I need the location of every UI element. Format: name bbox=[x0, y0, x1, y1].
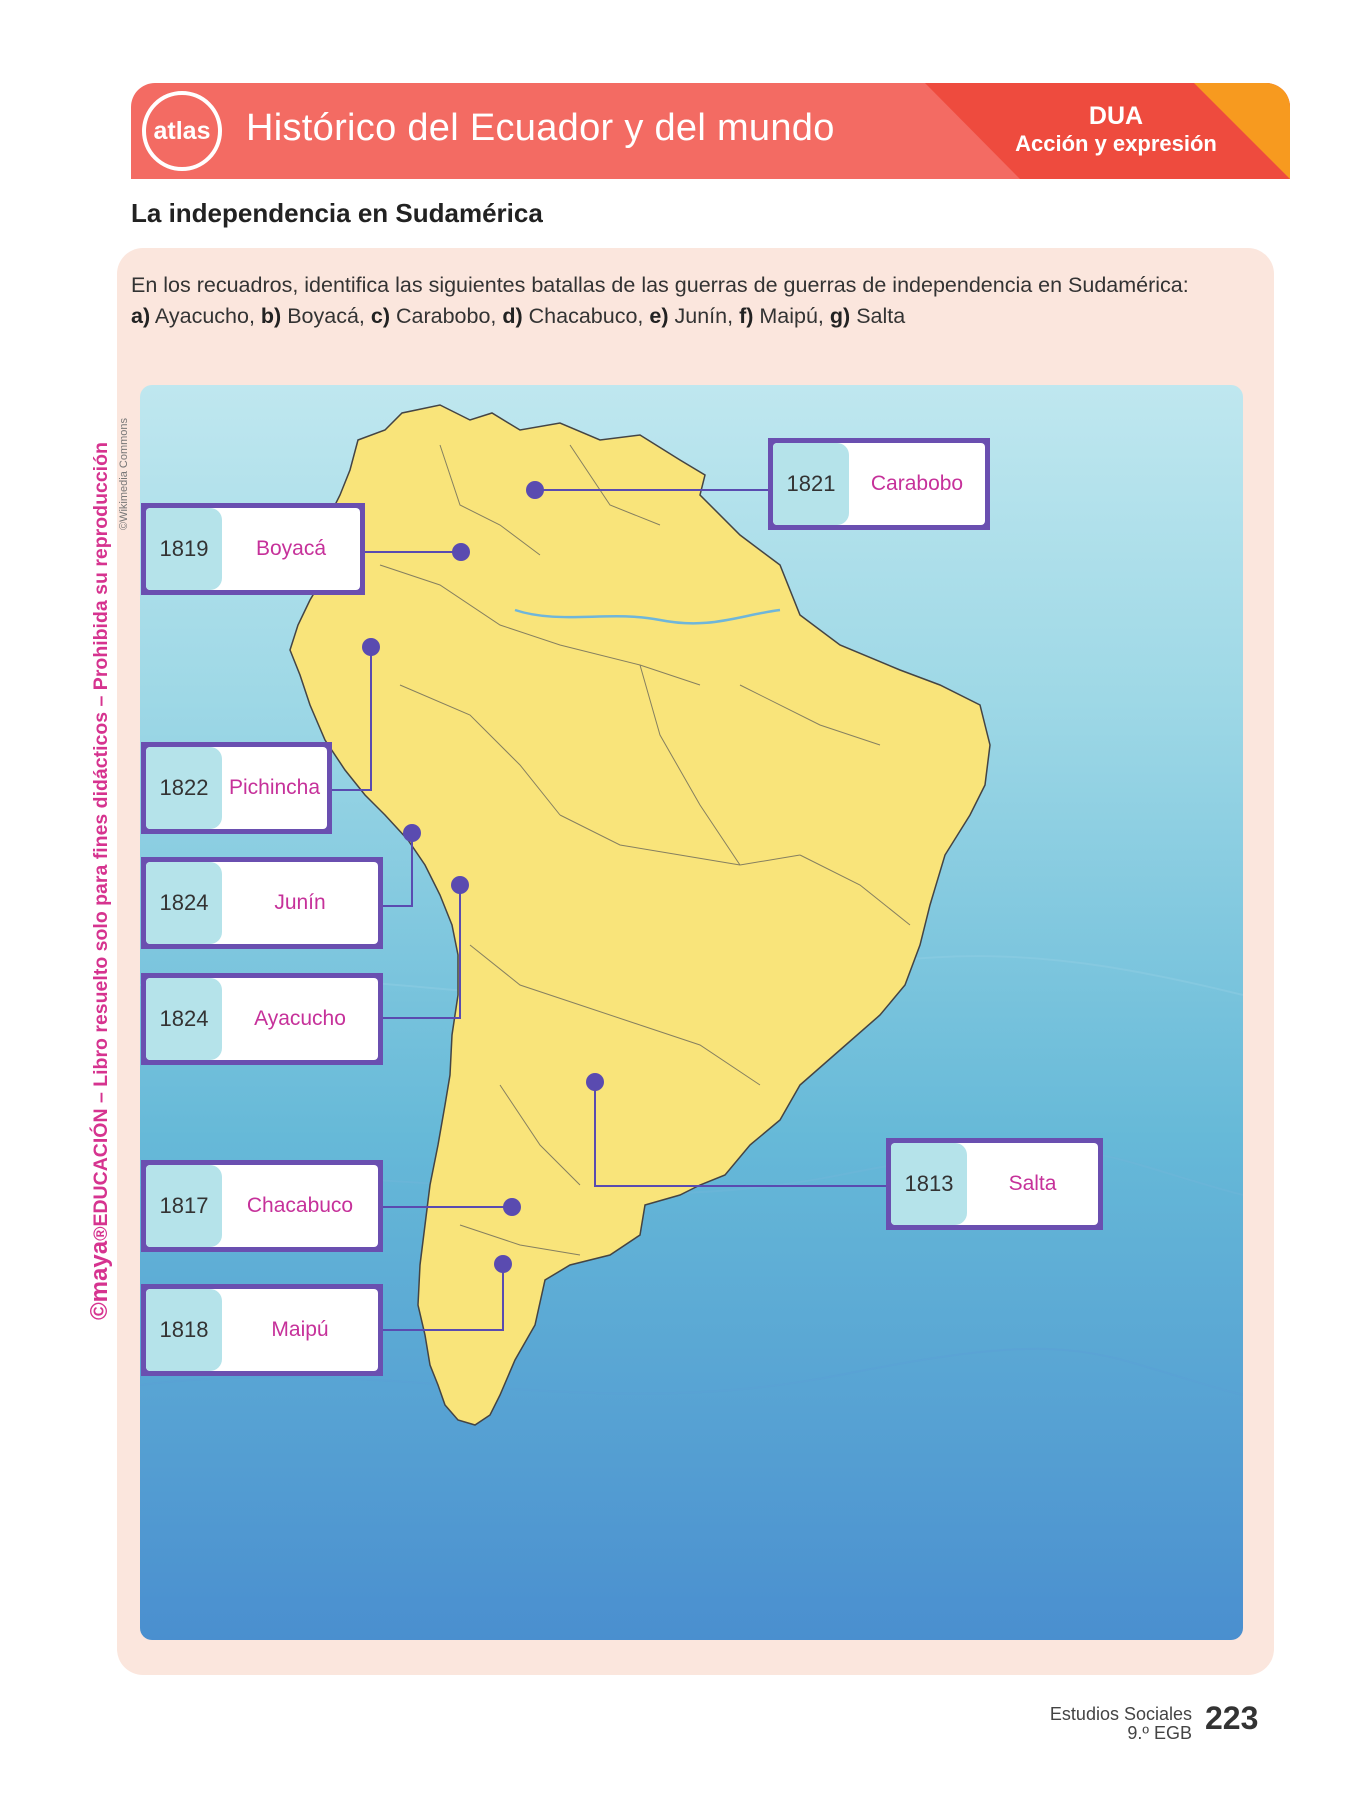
option-letter: f) bbox=[739, 304, 754, 328]
battle-box-carabobo[interactable] bbox=[768, 438, 990, 530]
battle-year: 1819 bbox=[146, 508, 222, 590]
battle-box-inner bbox=[773, 443, 985, 525]
battle-name: Carabobo bbox=[870, 472, 964, 495]
subject-name: Estudios Sociales bbox=[1049, 1704, 1192, 1724]
battle-box-inner bbox=[891, 1143, 1098, 1225]
option-name: Boyacá, bbox=[287, 304, 365, 328]
battle-box-junin[interactable] bbox=[141, 857, 383, 949]
battle-year: 1818 bbox=[146, 1289, 222, 1371]
option-letter: c) bbox=[370, 304, 390, 328]
instructions-text: En los recuadros, identifica las siguientes batallas de las guerras de guerras de independencia en Sudamérica: bbox=[131, 273, 1189, 297]
dua-subtitle: Acción y expresión bbox=[1015, 131, 1217, 156]
dua-title: DUA bbox=[1088, 102, 1144, 130]
option-name: Junín, bbox=[674, 304, 734, 328]
battle-year: 1824 bbox=[146, 862, 222, 944]
marker-pichincha bbox=[362, 638, 380, 656]
option-letter: b) bbox=[260, 304, 282, 328]
battle-box-inner bbox=[146, 1165, 378, 1247]
copyright-side-text bbox=[86, 442, 114, 1320]
battle-box-ayacucho[interactable] bbox=[141, 973, 383, 1065]
battle-name: Junín bbox=[274, 891, 326, 914]
battle-name: Pichincha bbox=[228, 776, 321, 799]
battle-box-salta[interactable] bbox=[886, 1138, 1103, 1230]
battle-box-chacabuco[interactable] bbox=[141, 1160, 383, 1252]
logo-text: atlas bbox=[153, 116, 211, 145]
option-letter: g) bbox=[829, 304, 851, 328]
marker-boyaca bbox=[452, 543, 470, 561]
battle-box-inner bbox=[146, 747, 327, 829]
battle-box-pichincha[interactable] bbox=[141, 742, 332, 834]
option-name: Ayacucho, bbox=[154, 304, 255, 328]
battle-year: 1813 bbox=[891, 1143, 967, 1225]
page-number: 223 bbox=[1205, 1700, 1259, 1736]
battle-name: Chacabuco bbox=[246, 1194, 354, 1217]
maya-brand: ©maya bbox=[86, 1240, 113, 1320]
image-credit: ©Wikimedia Commons bbox=[118, 417, 130, 530]
battle-name: Salta bbox=[1008, 1172, 1057, 1195]
copyright-text: ®EDUCACIÓN – Libro resuelto solo para fines didácticos – Prohibida su reproducción bbox=[90, 442, 112, 1241]
option-name: Maipú, bbox=[759, 304, 824, 328]
battle-year: 1824 bbox=[146, 978, 222, 1060]
marker-maipu bbox=[494, 1255, 512, 1273]
banner-title: Histórico del Ecuador y del mundo bbox=[246, 107, 835, 149]
marker-ayacucho bbox=[451, 876, 469, 894]
battle-box-inner bbox=[146, 978, 378, 1060]
option-name: Carabobo, bbox=[395, 304, 497, 328]
battle-year: 1817 bbox=[146, 1165, 222, 1247]
footer-subject bbox=[960, 1705, 1192, 1743]
option-letter: d) bbox=[502, 304, 523, 328]
marker-junin bbox=[403, 824, 421, 842]
option-letter: a) bbox=[131, 304, 151, 328]
battle-box-boyaca[interactable] bbox=[141, 503, 365, 595]
battle-name: Boyacá bbox=[255, 537, 327, 560]
battle-box-maipu[interactable] bbox=[141, 1284, 383, 1376]
battle-name: Ayacucho bbox=[254, 1007, 346, 1030]
option-name: Chacabuco, bbox=[528, 304, 644, 328]
grade-label: 9.º EGB bbox=[1127, 1723, 1192, 1743]
battle-year: 1822 bbox=[146, 747, 222, 829]
section-title: La independencia en Sudamérica bbox=[131, 198, 543, 228]
battle-box-inner bbox=[146, 508, 360, 590]
battle-name: Maipú bbox=[271, 1318, 329, 1341]
marker-chacabuco bbox=[503, 1198, 521, 1216]
option-letter: e) bbox=[649, 304, 669, 328]
battle-year: 1821 bbox=[773, 443, 849, 525]
battle-box-inner bbox=[146, 1289, 378, 1371]
battle-box-inner bbox=[146, 862, 378, 944]
marker-carabobo bbox=[526, 481, 544, 499]
marker-salta bbox=[586, 1073, 604, 1091]
option-name: Salta bbox=[856, 304, 906, 328]
